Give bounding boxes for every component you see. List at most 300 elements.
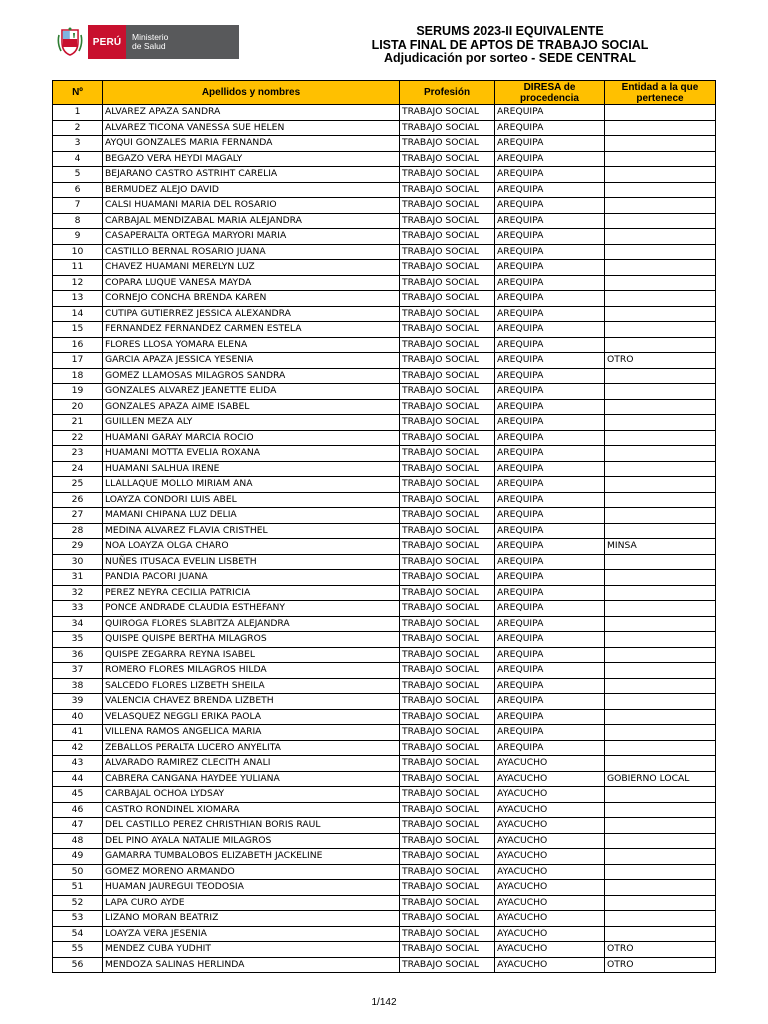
cell-profession: TRABAJO SOCIAL xyxy=(400,523,495,539)
cell-number: 42 xyxy=(53,740,103,756)
table-row xyxy=(53,322,716,338)
table-header-row xyxy=(53,81,716,105)
cell-name: LIZANO MORAN BEATRIZ xyxy=(103,911,400,927)
cell-entity xyxy=(605,585,716,601)
cell-diresa: AREQUIPA xyxy=(495,105,605,121)
table-row xyxy=(53,182,716,198)
table-row xyxy=(53,709,716,725)
cell-name: BEGAZO VERA HEYDI MAGALY xyxy=(103,151,400,167)
ministry-line-2: de Salud xyxy=(132,41,166,51)
cell-profession: TRABAJO SOCIAL xyxy=(400,647,495,663)
cell-profession: TRABAJO SOCIAL xyxy=(400,446,495,462)
cell-diresa: AYACUCHO xyxy=(495,818,605,834)
cell-diresa: AYACUCHO xyxy=(495,849,605,865)
cell-profession: TRABAJO SOCIAL xyxy=(400,957,495,973)
cell-number: 6 xyxy=(53,182,103,198)
cell-name: LAPA CURO AYDE xyxy=(103,895,400,911)
cell-profession: TRABAJO SOCIAL xyxy=(400,942,495,958)
cell-entity xyxy=(605,477,716,493)
cell-entity xyxy=(605,384,716,400)
cell-profession: TRABAJO SOCIAL xyxy=(400,585,495,601)
cell-diresa: AREQUIPA xyxy=(495,740,605,756)
cell-diresa: AREQUIPA xyxy=(495,523,605,539)
cell-entity: OTRO xyxy=(605,942,716,958)
table-row xyxy=(53,833,716,849)
cell-profession: TRABAJO SOCIAL xyxy=(400,182,495,198)
cell-number: 36 xyxy=(53,647,103,663)
table-row xyxy=(53,260,716,276)
cell-profession: TRABAJO SOCIAL xyxy=(400,678,495,694)
cell-name: HUAMAN JAUREGUI TEODOSIA xyxy=(103,880,400,896)
cell-diresa: AREQUIPA xyxy=(495,508,605,524)
cell-profession: TRABAJO SOCIAL xyxy=(400,260,495,276)
table-row xyxy=(53,880,716,896)
cell-number: 53 xyxy=(53,911,103,927)
cell-number: 4 xyxy=(53,151,103,167)
cell-profession: TRABAJO SOCIAL xyxy=(400,136,495,152)
cell-profession: TRABAJO SOCIAL xyxy=(400,756,495,772)
cell-name: ROMERO FLORES MILAGROS HILDA xyxy=(103,663,400,679)
cell-number: 23 xyxy=(53,446,103,462)
cell-profession: TRABAJO SOCIAL xyxy=(400,709,495,725)
cell-diresa: AREQUIPA xyxy=(495,368,605,384)
cell-profession: TRABAJO SOCIAL xyxy=(400,570,495,586)
cell-diresa: AREQUIPA xyxy=(495,601,605,617)
table-row xyxy=(53,647,716,663)
table-row xyxy=(53,632,716,648)
table-row xyxy=(53,368,716,384)
cell-profession: TRABAJO SOCIAL xyxy=(400,632,495,648)
cell-entity xyxy=(605,663,716,679)
cell-number: 22 xyxy=(53,430,103,446)
cell-profession: TRABAJO SOCIAL xyxy=(400,911,495,927)
table-row xyxy=(53,446,716,462)
cell-profession: TRABAJO SOCIAL xyxy=(400,864,495,880)
cell-entity xyxy=(605,415,716,431)
cell-diresa: AYACUCHO xyxy=(495,957,605,973)
cell-number: 8 xyxy=(53,213,103,229)
cell-name: GOMEZ LLAMOSAS MILAGROS SANDRA xyxy=(103,368,400,384)
cell-name: GAMARRA TUMBALOBOS ELIZABETH JACKELINE xyxy=(103,849,400,865)
table-row xyxy=(53,554,716,570)
cell-entity xyxy=(605,461,716,477)
cell-name: CARBAJAL OCHOA LYDSAY xyxy=(103,787,400,803)
table-row xyxy=(53,384,716,400)
cell-entity xyxy=(605,368,716,384)
cell-diresa: AYACUCHO xyxy=(495,802,605,818)
cell-diresa: AREQUIPA xyxy=(495,275,605,291)
cell-entity xyxy=(605,492,716,508)
cell-number: 44 xyxy=(53,771,103,787)
cell-profession: TRABAJO SOCIAL xyxy=(400,787,495,803)
table-row xyxy=(53,229,716,245)
cell-name: MENDOZA SALINAS HERLINDA xyxy=(103,957,400,973)
cell-number: 21 xyxy=(53,415,103,431)
cell-entity xyxy=(605,446,716,462)
cell-profession: TRABAJO SOCIAL xyxy=(400,849,495,865)
cell-name: GARCIA APAZA JESSICA YESENIA xyxy=(103,353,400,369)
header-detail: Adjudicación por sorteo - SEDE CENTRAL xyxy=(383,51,637,65)
cell-profession: TRABAJO SOCIAL xyxy=(400,322,495,338)
cell-name: QUISPE ZEGARRA REYNA ISABEL xyxy=(103,647,400,663)
cell-name: SALCEDO FLORES LIZBETH SHEILA xyxy=(103,678,400,694)
cell-entity xyxy=(605,601,716,617)
cell-profession: TRABAJO SOCIAL xyxy=(400,539,495,555)
cell-diresa: AREQUIPA xyxy=(495,570,605,586)
cell-diresa: AREQUIPA xyxy=(495,663,605,679)
table-row xyxy=(53,787,716,803)
cell-diresa: AREQUIPA xyxy=(495,709,605,725)
cell-number: 15 xyxy=(53,322,103,338)
cell-number: 28 xyxy=(53,523,103,539)
table-row xyxy=(53,601,716,617)
cell-number: 30 xyxy=(53,554,103,570)
table-row xyxy=(53,167,716,183)
cell-entity xyxy=(605,911,716,927)
cell-name: VELASQUEZ NEGGLI ERIKA PAOLA xyxy=(103,709,400,725)
cell-diresa: AREQUIPA xyxy=(495,337,605,353)
table-row xyxy=(53,570,716,586)
cell-number: 10 xyxy=(53,244,103,260)
cell-diresa: AREQUIPA xyxy=(495,198,605,214)
cell-entity xyxy=(605,399,716,415)
cell-number: 3 xyxy=(53,136,103,152)
cell-number: 24 xyxy=(53,461,103,477)
cell-profession: TRABAJO SOCIAL xyxy=(400,384,495,400)
cell-profession: TRABAJO SOCIAL xyxy=(400,353,495,369)
cell-profession: TRABAJO SOCIAL xyxy=(400,415,495,431)
cell-entity xyxy=(605,322,716,338)
cell-diresa: AREQUIPA xyxy=(495,244,605,260)
cell-number: 11 xyxy=(53,260,103,276)
cell-profession: TRABAJO SOCIAL xyxy=(400,229,495,245)
cell-entity xyxy=(605,337,716,353)
cell-entity xyxy=(605,880,716,896)
cell-number: 2 xyxy=(53,120,103,136)
cell-name: CASTILLO BERNAL ROSARIO JUANA xyxy=(103,244,400,260)
cell-entity xyxy=(605,864,716,880)
cell-entity xyxy=(605,167,716,183)
cell-name: ALVAREZ APAZA SANDRA xyxy=(103,105,400,121)
cell-profession: TRABAJO SOCIAL xyxy=(400,275,495,291)
cell-name: QUISPE QUISPE BERTHA MILAGROS xyxy=(103,632,400,648)
table-row xyxy=(53,151,716,167)
cell-number: 54 xyxy=(53,926,103,942)
cell-entity xyxy=(605,554,716,570)
cell-name: FERNANDEZ FERNANDEZ CARMEN ESTELA xyxy=(103,322,400,338)
cell-entity xyxy=(605,678,716,694)
cell-name: CALSI HUAMANI MARIA DEL ROSARIO xyxy=(103,198,400,214)
cell-profession: TRABAJO SOCIAL xyxy=(400,601,495,617)
header-subtitle: LISTA FINAL DE APTOS DE TRABAJO SOCIAL xyxy=(371,37,649,52)
cell-name: CORNEJO CONCHA BRENDA KAREN xyxy=(103,291,400,307)
cell-name: NOA LOAYZA OLGA CHARO xyxy=(103,539,400,555)
cell-entity: OTRO xyxy=(605,957,716,973)
cell-entity xyxy=(605,570,716,586)
cell-diresa: AREQUIPA xyxy=(495,151,605,167)
table-row xyxy=(53,818,716,834)
cell-number: 19 xyxy=(53,384,103,400)
cell-name: MEDINA ALVAREZ FLAVIA CRISTHEL xyxy=(103,523,400,539)
cell-entity xyxy=(605,740,716,756)
cell-diresa: AREQUIPA xyxy=(495,616,605,632)
cell-number: 52 xyxy=(53,895,103,911)
cell-profession: TRABAJO SOCIAL xyxy=(400,508,495,524)
cell-entity xyxy=(605,616,716,632)
cell-number: 27 xyxy=(53,508,103,524)
cell-entity xyxy=(605,213,716,229)
cell-profession: TRABAJO SOCIAL xyxy=(400,120,495,136)
cell-number: 37 xyxy=(53,663,103,679)
cell-diresa: AYACUCHO xyxy=(495,926,605,942)
cell-diresa: AREQUIPA xyxy=(495,399,605,415)
table-row xyxy=(53,725,716,741)
cell-profession: TRABAJO SOCIAL xyxy=(400,740,495,756)
table-row xyxy=(53,105,716,121)
table-row xyxy=(53,539,716,555)
cell-name: HUAMANI GARAY MARCIA ROCIO xyxy=(103,430,400,446)
cell-entity xyxy=(605,849,716,865)
cell-number: 55 xyxy=(53,942,103,958)
table-row xyxy=(53,926,716,942)
cell-name: CARBAJAL MENDIZABAL MARIA ALEJANDRA xyxy=(103,213,400,229)
header-title: SERUMS 2023-II EQUIVALENTE xyxy=(416,24,604,38)
cell-diresa: AREQUIPA xyxy=(495,322,605,338)
cell-entity xyxy=(605,694,716,710)
cell-name: LLALLAQUE MOLLO MIRIAM ANA xyxy=(103,477,400,493)
cell-number: 35 xyxy=(53,632,103,648)
column-header-name: Apellidos y nombres xyxy=(103,81,400,105)
cell-number: 50 xyxy=(53,864,103,880)
cell-name: PONCE ANDRADE CLAUDIA ESTHEFANY xyxy=(103,601,400,617)
table-row xyxy=(53,663,716,679)
cell-profession: TRABAJO SOCIAL xyxy=(400,818,495,834)
table-row xyxy=(53,694,716,710)
cell-entity xyxy=(605,260,716,276)
cell-name: HUAMANI SALHUA IRENE xyxy=(103,461,400,477)
cell-entity xyxy=(605,787,716,803)
cell-name: VALENCIA CHAVEZ BRENDA LIZBETH xyxy=(103,694,400,710)
table-row xyxy=(53,291,716,307)
cell-profession: TRABAJO SOCIAL xyxy=(400,368,495,384)
cell-entity: OTRO xyxy=(605,353,716,369)
cell-entity xyxy=(605,725,716,741)
cell-diresa: AREQUIPA xyxy=(495,260,605,276)
country-label: PERÚ xyxy=(88,25,126,59)
cell-profession: TRABAJO SOCIAL xyxy=(400,492,495,508)
page-number: 1/142 xyxy=(371,997,397,1008)
cell-number: 12 xyxy=(53,275,103,291)
table-row xyxy=(53,399,716,415)
cell-number: 17 xyxy=(53,353,103,369)
cell-diresa: AREQUIPA xyxy=(495,585,605,601)
table-row xyxy=(53,461,716,477)
cell-entity xyxy=(605,182,716,198)
cell-name: NUÑES ITUSACA EVELIN LISBETH xyxy=(103,554,400,570)
cell-profession: TRABAJO SOCIAL xyxy=(400,880,495,896)
cell-diresa: AREQUIPA xyxy=(495,461,605,477)
cell-entity xyxy=(605,105,716,121)
cell-diresa: AREQUIPA xyxy=(495,415,605,431)
cell-diresa: AYACUCHO xyxy=(495,756,605,772)
table-row xyxy=(53,740,716,756)
cell-profession: TRABAJO SOCIAL xyxy=(400,926,495,942)
cell-name: CABRERA CANGANA HAYDEE YULIANA xyxy=(103,771,400,787)
cell-profession: TRABAJO SOCIAL xyxy=(400,337,495,353)
table-row xyxy=(53,678,716,694)
cell-diresa: AREQUIPA xyxy=(495,678,605,694)
cell-diresa: AREQUIPA xyxy=(495,291,605,307)
cell-name: GONZALES APAZA AIME ISABEL xyxy=(103,399,400,415)
column-header-number: Nº xyxy=(53,81,103,105)
cell-number: 16 xyxy=(53,337,103,353)
cell-entity xyxy=(605,523,716,539)
table-row xyxy=(53,353,716,369)
cell-diresa: AREQUIPA xyxy=(495,136,605,152)
cell-name: COPARA LUQUE VANESA MAYDA xyxy=(103,275,400,291)
cell-diresa: AYACUCHO xyxy=(495,787,605,803)
cell-number: 33 xyxy=(53,601,103,617)
applicants-table xyxy=(52,80,716,973)
table-row xyxy=(53,911,716,927)
cell-entity: GOBIERNO LOCAL xyxy=(605,771,716,787)
cell-entity xyxy=(605,818,716,834)
cell-entity xyxy=(605,833,716,849)
cell-number: 38 xyxy=(53,678,103,694)
cell-profession: TRABAJO SOCIAL xyxy=(400,895,495,911)
cell-name: GOMEZ MORENO ARMANDO xyxy=(103,864,400,880)
cell-name: LOAYZA CONDORI LUIS ABEL xyxy=(103,492,400,508)
cell-number: 25 xyxy=(53,477,103,493)
cell-entity xyxy=(605,756,716,772)
table-row xyxy=(53,849,716,865)
cell-diresa: AREQUIPA xyxy=(495,725,605,741)
cell-diresa: AREQUIPA xyxy=(495,353,605,369)
cell-entity xyxy=(605,895,716,911)
cell-name: BERMUDEZ ALEJO DAVID xyxy=(103,182,400,198)
cell-name: CUTIPA GUTIERREZ JESSICA ALEXANDRA xyxy=(103,306,400,322)
cell-number: 18 xyxy=(53,368,103,384)
table-row xyxy=(53,523,716,539)
cell-name: BEJARANO CASTRO ASTRIHT CARELIA xyxy=(103,167,400,183)
cell-diresa: AREQUIPA xyxy=(495,213,605,229)
cell-number: 43 xyxy=(53,756,103,772)
cell-entity xyxy=(605,136,716,152)
cell-number: 32 xyxy=(53,585,103,601)
cell-diresa: AREQUIPA xyxy=(495,430,605,446)
cell-name: PANDIA PACORI JUANA xyxy=(103,570,400,586)
table-row xyxy=(53,771,716,787)
cell-name: LOAYZA VERA JESENIA xyxy=(103,926,400,942)
cell-diresa: AREQUIPA xyxy=(495,384,605,400)
cell-name: ZEBALLOS PERALTA LUCERO ANYELITA xyxy=(103,740,400,756)
cell-number: 41 xyxy=(53,725,103,741)
cell-name: ALVARADO RAMIREZ CLECITH ANALI xyxy=(103,756,400,772)
cell-entity xyxy=(605,229,716,245)
table-row xyxy=(53,120,716,136)
column-header-diresa: DIRESA de procedencia xyxy=(495,81,605,105)
cell-name: PEREZ NEYRA CECILIA PATRICIA xyxy=(103,585,400,601)
table-row xyxy=(53,942,716,958)
cell-entity xyxy=(605,306,716,322)
table-row xyxy=(53,415,716,431)
cell-profession: TRABAJO SOCIAL xyxy=(400,616,495,632)
cell-name: AYQUI GONZALES MARIA FERNANDA xyxy=(103,136,400,152)
cell-profession: TRABAJO SOCIAL xyxy=(400,151,495,167)
column-header-profession: Profesión xyxy=(400,81,495,105)
cell-name: MAMANI CHIPANA LUZ DELIA xyxy=(103,508,400,524)
cell-number: 51 xyxy=(53,880,103,896)
table-row xyxy=(53,492,716,508)
cell-number: 45 xyxy=(53,787,103,803)
cell-profession: TRABAJO SOCIAL xyxy=(400,771,495,787)
cell-number: 1 xyxy=(53,105,103,121)
cell-name: QUIROGA FLORES SLABITZA ALEJANDRA xyxy=(103,616,400,632)
cell-diresa: AREQUIPA xyxy=(495,120,605,136)
cell-diresa: AREQUIPA xyxy=(495,539,605,555)
table-row xyxy=(53,864,716,880)
document-header xyxy=(300,25,720,66)
cell-diresa: AYACUCHO xyxy=(495,833,605,849)
cell-entity xyxy=(605,802,716,818)
cell-diresa: AREQUIPA xyxy=(495,694,605,710)
cell-diresa: AREQUIPA xyxy=(495,492,605,508)
cell-name: GUILLEN MEZA ALY xyxy=(103,415,400,431)
table-row xyxy=(53,213,716,229)
cell-profession: TRABAJO SOCIAL xyxy=(400,802,495,818)
table-row xyxy=(53,275,716,291)
column-header-entity: Entidad a la que pertenece xyxy=(605,81,716,105)
cell-entity xyxy=(605,120,716,136)
cell-diresa: AREQUIPA xyxy=(495,229,605,245)
table-row xyxy=(53,957,716,973)
cell-number: 31 xyxy=(53,570,103,586)
cell-diresa: AYACUCHO xyxy=(495,771,605,787)
cell-profession: TRABAJO SOCIAL xyxy=(400,694,495,710)
cell-entity xyxy=(605,508,716,524)
cell-profession: TRABAJO SOCIAL xyxy=(400,554,495,570)
cell-diresa: AREQUIPA xyxy=(495,306,605,322)
cell-profession: TRABAJO SOCIAL xyxy=(400,167,495,183)
cell-number: 49 xyxy=(53,849,103,865)
table-row xyxy=(53,244,716,260)
cell-profession: TRABAJO SOCIAL xyxy=(400,213,495,229)
cell-name: ALVAREZ TICONA VANESSA SUE HELEN xyxy=(103,120,400,136)
cell-profession: TRABAJO SOCIAL xyxy=(400,663,495,679)
cell-number: 40 xyxy=(53,709,103,725)
cell-number: 14 xyxy=(53,306,103,322)
cell-diresa: AREQUIPA xyxy=(495,554,605,570)
cell-entity xyxy=(605,151,716,167)
cell-number: 34 xyxy=(53,616,103,632)
table-row xyxy=(53,306,716,322)
cell-entity: MINSA xyxy=(605,539,716,555)
cell-entity xyxy=(605,244,716,260)
ministry-line-1: Ministerio xyxy=(132,32,169,42)
ministry-logo xyxy=(52,25,239,59)
cell-profession: TRABAJO SOCIAL xyxy=(400,725,495,741)
table-row xyxy=(53,756,716,772)
cell-entity xyxy=(605,430,716,446)
cell-entity xyxy=(605,632,716,648)
cell-name: CHAVEZ HUAMANI MERELYN LUZ xyxy=(103,260,400,276)
cell-diresa: AYACUCHO xyxy=(495,911,605,927)
table-row xyxy=(53,136,716,152)
cell-entity xyxy=(605,647,716,663)
cell-profession: TRABAJO SOCIAL xyxy=(400,461,495,477)
cell-number: 9 xyxy=(53,229,103,245)
cell-profession: TRABAJO SOCIAL xyxy=(400,306,495,322)
